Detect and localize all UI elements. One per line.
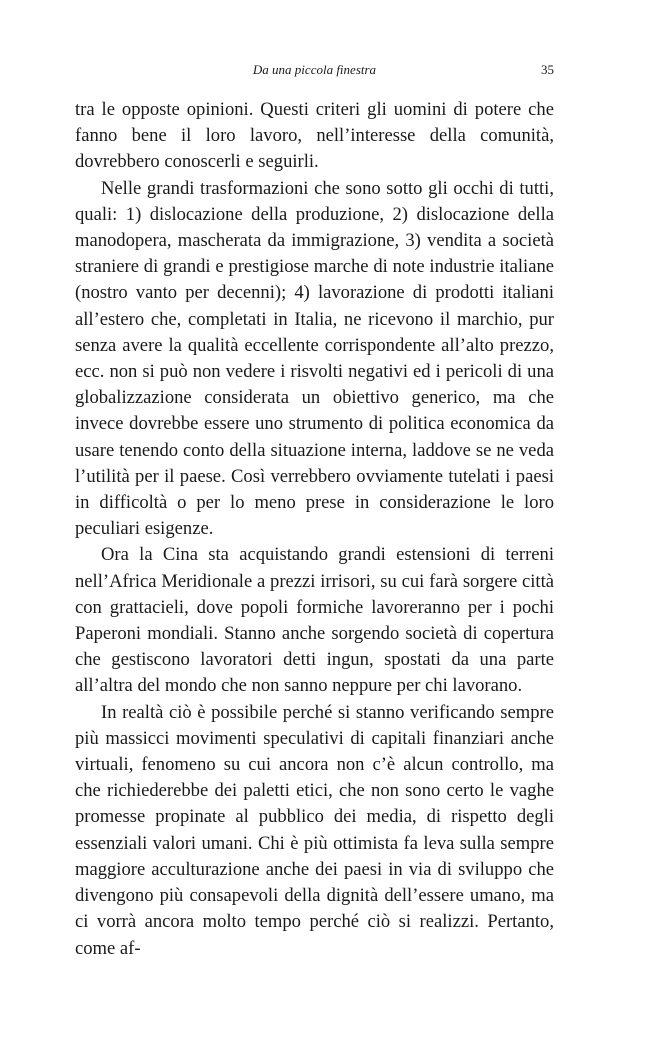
paragraph-3: Ora la Cina sta acquistando grandi estensioni di terreni nell’Africa Meridionale a prezzi irrisori, su cui farà sorgere città con grattacieli, dove popoli formiche lavoreranno per i pochi Paperoni mondiali. Stanno anche sorgendo società di copertura che gestiscono lavoratori detti ingun, spostati da una parte all’altra del mondo che non sanno neppure per chi lavorano. [75, 544, 554, 697]
page-number: 35 [541, 62, 554, 77]
paragraph-4: In realtà ciò è possibile perché si stanno verificando sempre più massicci movimenti speculativi di capitali finanziari anche virtuali, fenomeno su cui ancora non c’è alcun controllo, ma che richiederebbe dei paletti etici, che non sono certo le vaghe promesse propinate al pubblico dei media, di rispetto degli essenziali valori umani. Chi è più ottimista fa leva sulla sempre maggiore acculturazione anche dei paesi in via di sviluppo che divengono più consapevoli della dignità dell’essere umano, ma ci vorrà ancora molto tempo perché ciò si realizzi. Pertanto, come af- [75, 701, 554, 959]
running-title: Da una piccola finestra [252, 62, 377, 77]
running-head [75, 56, 554, 86]
paragraph-2: Nelle grandi trasformazioni che sono sotto gli occhi di tutti, quali: 1) dislocazione della produzione, 2) dislocazione della manodopera, mascherata da immigrazione, 3) vendita a società straniere di grandi e prestigiose marche di note industrie italiane (nostro vanto per decenni); 4) lavorazione di prodotti italiani all’estero che, completati in Italia, ne ricevono il marchio, pur senza avere la qualità eccellente corrispondente all’alto prezzo, ecc. non si può non vedere i risvolti negativi ed i pericoli di una globalizzazione considerata un obiettivo generico, ma che invece dovrebbe essere uno strumento di politica economica da usare tenendo conto della situazione interna, laddove se ne veda l’utilità per il paese. Così verrebbero ovviamente tutelati i paesi in difficoltà o per lo meno prese in considerazione le loro peculiari esigenze. [75, 177, 554, 540]
paragraph-1: tra le opposte opinioni. Questi criteri gli uomini di potere che fanno bene il loro lavoro, nell’interesse della comunità, dovrebbero conoscerli e seguirli. [75, 99, 554, 173]
book-page [75, 56, 554, 962]
body-text [75, 97, 554, 962]
